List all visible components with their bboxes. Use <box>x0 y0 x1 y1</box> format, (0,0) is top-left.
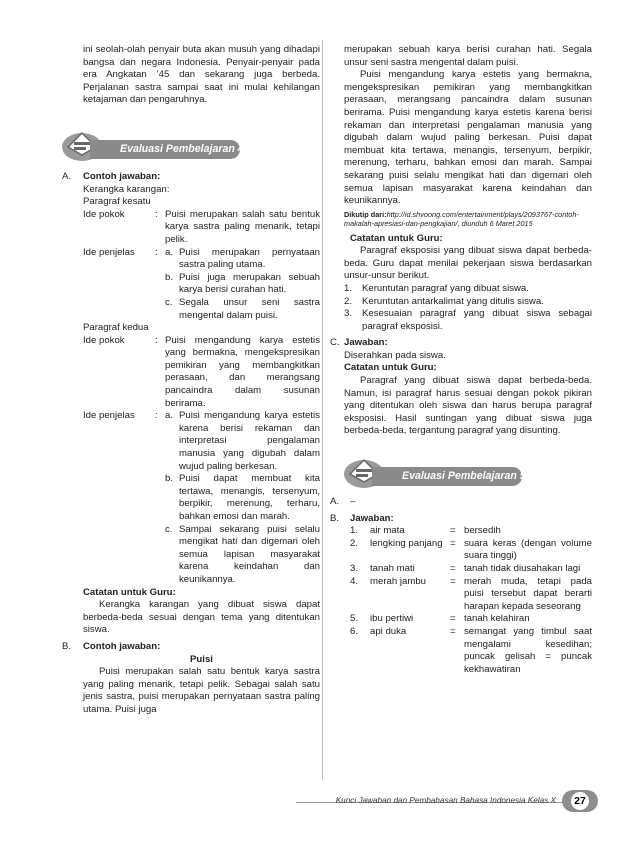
page-number-badge <box>562 790 598 812</box>
page-footer <box>336 790 598 812</box>
main-idea-label: Ide pokok <box>83 208 125 220</box>
vocab-meaning: tanah kelahiran <box>464 613 530 625</box>
vocab-word: lengking panjang <box>370 537 443 549</box>
paragraph-two-label: Paragraf kedua <box>83 322 149 334</box>
vocab-word: merah jambu <box>370 575 426 587</box>
vocab-meaning: suara keras (dengan volume suara tinggi) <box>464 537 592 562</box>
section-letter: C. <box>330 337 340 349</box>
item-letter: b. <box>165 473 174 485</box>
essay-text: Puisi merupakan salah satu bentuk karya sastra yang paling menarik, tetapi pelik. Sebagai salah satu jenis sastra, puisi merupakan pernyataan sastra paling utama. Puisi juga <box>83 666 320 715</box>
colon: : <box>155 208 158 220</box>
supporting-idea-a: Puisi mengandung karya estetis karena berisi rekaman dan interpretasi pengalaman manusia yang digubah dalam wujud paling berkesan. <box>179 410 320 472</box>
left-column <box>62 44 320 717</box>
supporting-idea-c: Segala unsur seni sastra mengental dalam puisi. <box>179 296 320 321</box>
vocab-item <box>350 563 592 576</box>
vocab-word: api duka <box>370 625 407 637</box>
answer-heading: Jawaban: <box>344 337 388 349</box>
item-letter: a. <box>165 410 174 422</box>
item-letter: a. <box>165 246 174 258</box>
answer-heading: Jawaban: <box>350 512 394 524</box>
section-letter: B. <box>62 640 72 652</box>
banner-title: Evaluasi Pembelajaran 4 <box>120 142 244 155</box>
vocab-word: ibu pertiwi <box>370 613 414 625</box>
item-letter: b. <box>165 271 174 283</box>
vocab-word: air mata <box>370 525 405 537</box>
supporting-idea-label: Ide penjelas <box>83 246 135 258</box>
equals-sign: = <box>450 525 456 537</box>
section-letter: B. <box>330 512 340 524</box>
supporting-idea-label: Ide penjelas <box>83 410 135 422</box>
teacher-note-text: Paragraf yang dibuat siswa dapat berbeda-beda. Namun, isi paragraf harus sesuai dengan pokok pikiran yang ditentukan oleh siswa dan harus berupa paragraf eksposisi. Hasil suntingan yang dibuat siswa juga berbeda-beda, tergantung paragraf yang disunting. <box>344 375 592 437</box>
criteria-text: Kesesuaian paragraf yang dibuat siswa sebagai paragraf eksposisi. <box>362 308 592 332</box>
teacher-note-heading: Catatan untuk Guru: <box>83 586 176 598</box>
vocab-word: tanah mati <box>370 563 415 574</box>
paragraph-one-label: Paragraf kesatu <box>83 196 151 208</box>
vocab-number: 2. <box>350 537 359 549</box>
criteria-text: Keruntutan paragraf yang dibuat siswa. <box>362 282 529 294</box>
answer-text: Diserahkan pada siswa. <box>344 349 446 361</box>
equals-sign: = <box>450 537 456 549</box>
equals-sign: = <box>450 575 456 587</box>
vocab-number: 5. <box>350 613 359 625</box>
footer-title: Kunci Jawaban dan Pembahasan Bahasa Indonesia Kelas X <box>335 795 556 805</box>
column-divider <box>322 40 323 780</box>
citation-label: Dikutip dari: <box>344 209 387 219</box>
intro-paragraph: ini seolah-olah penyair buta akan musuh yang dihadapi bangsa dan negara Indonesia. Penyair-penyair pada era Angkatan ’45 dan sekarang juga berbeda. Perjalanan sastra sampai saat ini mulai kehilangan ketajaman dan pengaruhnya. <box>83 44 320 106</box>
section-letter: A. <box>62 170 72 182</box>
source-citation <box>344 210 592 229</box>
teacher-note-heading: Catatan untuk Guru: <box>350 232 443 244</box>
vocab-item <box>350 538 592 563</box>
vocab-meaning: tanah tidak diusahakan lagi <box>464 563 581 574</box>
section-banner-5 <box>342 452 592 492</box>
essay-title: Puisi <box>190 653 213 665</box>
colon: : <box>155 246 158 258</box>
vocab-number: 4. <box>350 575 359 587</box>
criteria-item <box>344 296 592 309</box>
supporting-idea-a: Puisi merupakan pernyataan sastra paling utama. <box>179 246 320 271</box>
answer-heading: Contoh jawaban: <box>83 170 161 182</box>
section-letter: A. <box>330 496 340 508</box>
vocab-item <box>350 626 592 676</box>
answer-text: – <box>350 496 356 508</box>
equals-sign: = <box>450 625 456 637</box>
section-banner-4 <box>60 125 320 165</box>
criteria-item <box>344 283 592 296</box>
essay-paragraph-two: Puisi mengandung karya estetis yang bermakna, mengekspresikan pemikiran yang membangkitkan perasaan, merangsang pancaindra dalam susunan berirama. Puisi mengandung karya estetis karena berisi rekaman dan interpretasi pengalaman manusia yang digubah dalam wujud paling berkesan. Puisi dapat membuat kita tertawa, menangis, tersenyum, berpikir, merenung, terharu, bahkan emosi dan marah. Sampai sekarang puisi selalu mengikat hati dan digemari oleh semua lapisan masyarakat karena keindahan dan keunikannya. <box>344 69 592 207</box>
teacher-note-text: Kerangka karangan yang dibuat siswa dapat berbeda-beda sesuai dengan tema yang ditentukan siswa. <box>83 599 320 636</box>
main-idea-label: Ide pokok <box>83 334 125 346</box>
colon: : <box>155 410 158 422</box>
criteria-list <box>344 283 592 333</box>
criteria-text: Keruntutan antarkalimat yang ditulis siswa. <box>362 295 544 307</box>
teacher-note-text: Paragraf eksposisi yang dibuat siswa dapat berbeda-beda. Guru dapat menilai pekerjaan siswa berdasarkan unsur-unsur berikut. <box>344 245 592 282</box>
vocab-item <box>350 576 592 614</box>
vocab-number: 6. <box>350 625 359 637</box>
criteria-number: 2. <box>344 295 353 307</box>
citation-url: http://id.shvoong.com/entertainment/plays/2093767-contoh-makalah-apresiasi-dan-pengkajian/, diunduh 6 Maret 2015 <box>344 209 579 229</box>
right-column <box>330 44 592 676</box>
supporting-idea-b: Puisi dapat membuat kita tertawa, menangis, tersenyum, berpikir, merenung, terharu, bahkan emosi dan marah. <box>179 473 320 522</box>
vocab-item <box>350 525 592 538</box>
vocab-meaning: bersedih <box>464 525 501 537</box>
page-number: 27 <box>569 790 591 812</box>
vocabulary-list <box>350 525 592 676</box>
vocab-meaning: merah muda, tetapi pada puisi tersebut dapat berarti harapan kepada seseorang <box>464 575 592 612</box>
main-idea-text: Puisi merupakan salah satu bentuk karya sastra paling menarik, tetapi pelik. <box>165 208 320 245</box>
supporting-idea-b: Puisi juga merupakan sebuah karya berisi curahan hati. <box>179 271 320 296</box>
vocab-meaning: semangat yang timbul saat mengalami kesedihan; puncak gelisah = puncak kekhawatiran <box>464 625 592 675</box>
teacher-note-heading: Catatan untuk Guru: <box>344 362 437 374</box>
supporting-idea-c: Sampai sekarang puisi selalu mengikat hati dan digemari oleh semua lapisan masyarakat karena keindahan dan keunikannya. <box>179 523 320 585</box>
colon: : <box>155 334 158 346</box>
equals-sign: = <box>450 563 456 574</box>
essay-continuation: merupakan sebuah karya berisi curahan hati. Segala unsur seni sastra mengental dalam puisi. <box>344 44 592 68</box>
main-idea-text: Puisi mengandung karya estetis yang bermakna, mengekspresikan pemikiran yang membangkitkan perasaan, dan merangsang pancaindra dalam susunan berirama. <box>165 334 320 409</box>
equals-sign: = <box>450 613 456 625</box>
criteria-number: 1. <box>344 282 353 294</box>
outline-label: Kerangka karangan: <box>83 183 170 195</box>
vocab-number: 1. <box>350 525 359 537</box>
banner-title: Evaluasi Pembelajaran 5 <box>402 470 526 483</box>
item-letter: c. <box>165 296 173 308</box>
criteria-item <box>344 308 592 333</box>
criteria-number: 3. <box>344 308 353 320</box>
vocab-number: 3. <box>350 563 359 574</box>
answer-heading: Contoh jawaban: <box>83 640 161 652</box>
item-letter: c. <box>165 523 173 535</box>
vocab-item <box>350 613 592 626</box>
